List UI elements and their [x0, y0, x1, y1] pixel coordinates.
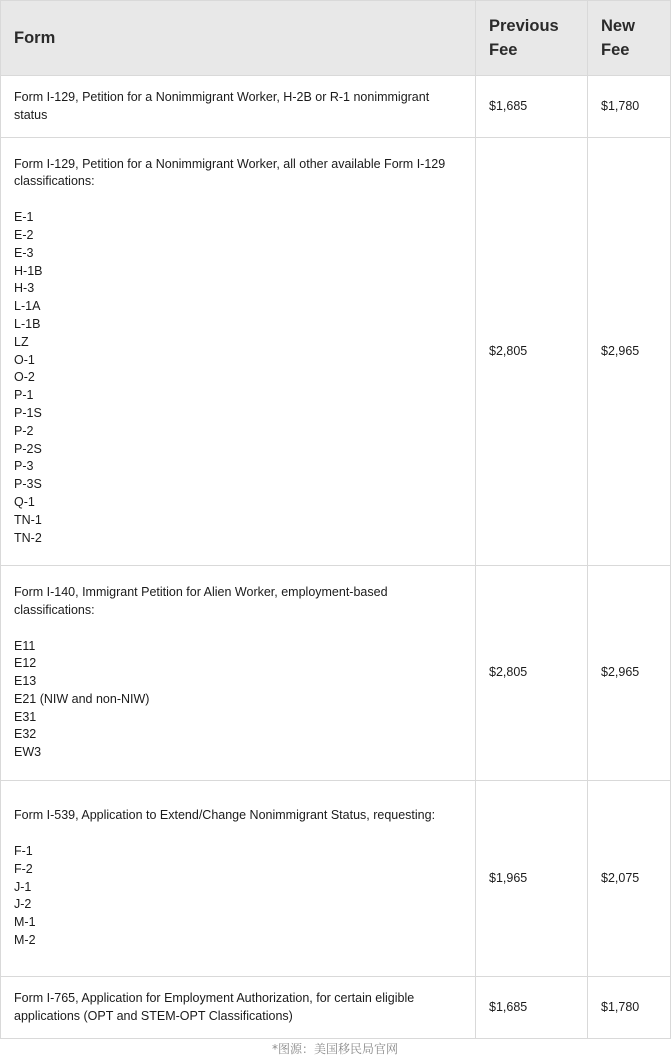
form-description: Form I-129, Petition for a Nonimmigrant Worker, all other available Form I-129 classifications:	[14, 156, 446, 189]
new-fee-cell: $2,965	[588, 566, 671, 781]
classification-code: P-3	[14, 459, 34, 474]
previous-fee-cell: $2,805	[476, 138, 588, 566]
table-row	[1, 977, 671, 1039]
classification-code: J-2	[14, 897, 32, 912]
classification-list	[14, 638, 462, 763]
classification-code: E32	[14, 727, 37, 742]
classification-code: F-1	[14, 844, 33, 858]
classification-list	[14, 843, 462, 950]
new-fee-cell: $2,075	[588, 781, 671, 977]
classification-code: TN-1	[14, 512, 42, 527]
new-fee-cell: $2,965	[588, 138, 671, 566]
form-description: Form I-129, Petition for a Nonimmigrant Worker, H-2B or R-1 nonimmigrant status	[14, 89, 430, 122]
classification-code: O-1	[14, 352, 35, 367]
classification-code: H-3	[14, 281, 35, 296]
classification-code: E31	[14, 709, 37, 724]
table-row	[1, 76, 671, 138]
classification-code: L-1A	[14, 299, 41, 314]
classification-code: E13	[14, 674, 37, 689]
header-previous-fee-line1: Previous	[489, 17, 559, 35]
classification-code: J-1	[14, 879, 32, 894]
previous-fee-cell: $1,965	[476, 781, 588, 977]
image-source-caption: *图源：美国移民局官网	[271, 1042, 398, 1056]
form-cell	[1, 977, 476, 1039]
classification-code: H-1B	[14, 263, 43, 278]
classification-code: LZ	[14, 334, 29, 349]
classification-code: E-1	[14, 210, 34, 225]
form-description: Form I-765, Application for Employment Authorization, for certain eligible applications (OPT and STEM-OPT Classifications)	[14, 990, 415, 1023]
new-fee-cell: $1,780	[588, 977, 671, 1039]
classification-code: M-2	[14, 932, 36, 947]
classification-code: P-2S	[14, 441, 42, 456]
classification-list	[14, 209, 462, 547]
header-new-fee-line1: New	[601, 17, 635, 35]
classification-code: E-3	[14, 245, 34, 260]
table-row	[1, 138, 671, 566]
previous-fee-cell: $1,685	[476, 76, 588, 138]
header-new-fee-line2: Fee	[601, 41, 630, 59]
new-fee-cell: $1,780	[588, 76, 671, 138]
header-form: Form	[1, 1, 476, 76]
header-previous-fee	[476, 1, 588, 76]
classification-code: P-3S	[14, 477, 42, 492]
classification-code: Q-1	[14, 494, 35, 509]
classification-code: P-1	[14, 388, 34, 403]
classification-code: P-2	[14, 423, 34, 438]
form-cell	[1, 781, 476, 977]
header-previous-fee-line2: Fee	[489, 41, 518, 59]
form-cell	[1, 138, 476, 566]
table-header-row	[1, 1, 671, 76]
classification-code: O-2	[14, 370, 35, 385]
classification-code: L-1B	[14, 317, 41, 331]
classification-code: E21 (NIW and non-NIW)	[14, 691, 150, 706]
table-row	[1, 566, 671, 781]
previous-fee-cell: $2,805	[476, 566, 588, 781]
form-description: Form I-539, Application to Extend/Change Nonimmigrant Status, requesting:	[14, 808, 436, 823]
classification-code: E-2	[14, 228, 34, 243]
header-new-fee	[588, 1, 671, 76]
classification-code: EW3	[14, 745, 42, 760]
classification-code: M-1	[14, 915, 36, 930]
classification-code: F-2	[14, 861, 33, 876]
form-cell	[1, 76, 476, 138]
previous-fee-cell: $1,685	[476, 977, 588, 1039]
classification-code: E12	[14, 656, 37, 671]
table-row	[1, 781, 671, 977]
classification-code: TN-2	[14, 530, 42, 545]
form-description: Form I-140, Immigrant Petition for Alien Worker, employment-based classifications:	[14, 584, 388, 617]
form-cell	[1, 566, 476, 781]
classification-code: P-1S	[14, 405, 42, 420]
classification-code: E11	[14, 638, 36, 653]
